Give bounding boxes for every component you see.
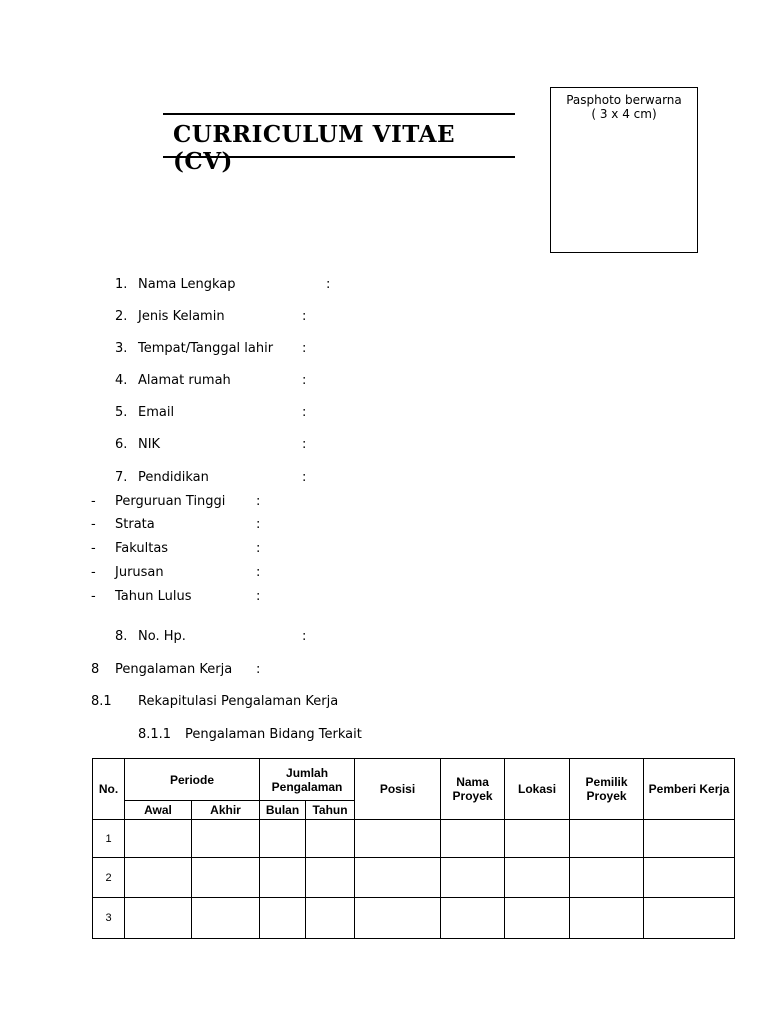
- cell-awal[interactable]: [125, 820, 192, 858]
- section-number: 8: [91, 662, 100, 677]
- title-block: [163, 113, 515, 175]
- field-label: Tempat/Tanggal lahir: [138, 341, 274, 356]
- field-colon: :: [302, 309, 307, 324]
- field-number: 1.: [115, 277, 128, 292]
- field-number: 8.: [115, 629, 128, 644]
- edu-label: Fakultas: [115, 541, 169, 556]
- edu-label: Strata: [115, 517, 155, 532]
- cell-bulan[interactable]: [260, 898, 306, 939]
- header-posisi: Posisi: [355, 759, 441, 820]
- cell-nama-proyek[interactable]: [441, 898, 505, 939]
- header-periode: Periode: [125, 759, 260, 801]
- field-label: NIK: [138, 437, 161, 452]
- photo-caption-line1: Pasphoto berwarna: [566, 93, 682, 107]
- row-number: 1: [93, 820, 125, 858]
- field-colon: :: [302, 341, 307, 356]
- section-number: 8.1: [91, 694, 112, 709]
- experience-table: [92, 758, 735, 939]
- field-number: 6.: [115, 437, 128, 452]
- field-number: 5.: [115, 405, 128, 420]
- field-colon: :: [302, 629, 307, 644]
- edu-bullet: -: [91, 494, 96, 509]
- page-title: CURRICULUM VITAE (CV): [173, 121, 455, 175]
- field-number: 4.: [115, 373, 128, 388]
- edu-colon: :: [256, 517, 261, 532]
- cell-akhir[interactable]: [192, 898, 260, 939]
- cell-bulan[interactable]: [260, 820, 306, 858]
- header-jumlah-pengalaman: Jumlah Pengalaman: [260, 759, 355, 801]
- field-label: Email: [138, 405, 175, 420]
- header-pemberi-kerja: Pemberi Kerja: [644, 759, 735, 820]
- field-label: Jenis Kelamin: [138, 309, 225, 324]
- table-row: [93, 820, 735, 858]
- cell-pemberi-kerja[interactable]: [644, 898, 735, 939]
- header-lokasi: Lokasi: [505, 759, 570, 820]
- edu-bullet: -: [91, 565, 96, 580]
- table-header-row: [93, 759, 735, 801]
- edu-colon: :: [256, 565, 261, 580]
- cell-pemberi-kerja[interactable]: [644, 858, 735, 898]
- header-akhir: Akhir: [192, 801, 260, 820]
- cell-posisi[interactable]: [355, 820, 441, 858]
- header-no: No.: [93, 759, 125, 820]
- cell-pemilik-proyek[interactable]: [570, 820, 644, 858]
- table-row: [93, 858, 735, 898]
- cell-pemilik-proyek[interactable]: [570, 898, 644, 939]
- cell-pemilik-proyek[interactable]: [570, 858, 644, 898]
- section-colon: :: [256, 662, 261, 677]
- edu-bullet: -: [91, 517, 96, 532]
- field-number: 7.: [115, 470, 128, 485]
- field-label: Nama Lengkap: [138, 277, 236, 292]
- row-number: 2: [93, 858, 125, 898]
- field-number: 2.: [115, 309, 128, 324]
- section-number: 8.1.1: [138, 727, 172, 742]
- photo-caption-line2: ( 3 x 4 cm): [591, 107, 657, 121]
- photo-placeholder: [550, 87, 698, 253]
- edu-colon: :: [256, 541, 261, 556]
- field-colon: :: [302, 373, 307, 388]
- cell-lokasi[interactable]: [505, 858, 570, 898]
- edu-colon: :: [256, 494, 261, 509]
- header-awal: Awal: [125, 801, 192, 820]
- cell-nama-proyek[interactable]: [441, 820, 505, 858]
- field-colon: :: [326, 277, 331, 292]
- field-colon: :: [302, 437, 307, 452]
- section-label: Rekapitulasi Pengalaman Kerja: [138, 694, 339, 709]
- cell-posisi[interactable]: [355, 858, 441, 898]
- cell-akhir[interactable]: [192, 858, 260, 898]
- row-number: 3: [93, 898, 125, 939]
- cell-tahun[interactable]: [306, 858, 355, 898]
- cell-akhir[interactable]: [192, 820, 260, 858]
- edu-bullet: -: [91, 541, 96, 556]
- header-nama-proyek: Nama Proyek: [441, 759, 505, 820]
- field-label: Alamat rumah: [138, 373, 231, 388]
- header-pemilik-proyek: Pemilik Proyek: [570, 759, 644, 820]
- cell-bulan[interactable]: [260, 858, 306, 898]
- cell-pemberi-kerja[interactable]: [644, 820, 735, 858]
- edu-label: Tahun Lulus: [115, 589, 192, 604]
- cell-lokasi[interactable]: [505, 820, 570, 858]
- edu-label: Perguruan Tinggi: [115, 494, 226, 509]
- edu-bullet: -: [91, 589, 96, 604]
- header-bulan: Bulan: [260, 801, 306, 820]
- section-label: Pengalaman Bidang Terkait: [185, 727, 362, 742]
- edu-colon: :: [256, 589, 261, 604]
- field-colon: :: [302, 470, 307, 485]
- field-label: Pendidikan: [138, 470, 209, 485]
- cell-lokasi[interactable]: [505, 898, 570, 939]
- cell-tahun[interactable]: [306, 820, 355, 858]
- cell-awal[interactable]: [125, 858, 192, 898]
- header-tahun: Tahun: [306, 801, 355, 820]
- field-label: No. Hp.: [138, 629, 186, 644]
- cell-nama-proyek[interactable]: [441, 858, 505, 898]
- cell-posisi[interactable]: [355, 898, 441, 939]
- field-colon: :: [302, 405, 307, 420]
- edu-label: Jurusan: [115, 565, 164, 580]
- field-number: 3.: [115, 341, 128, 356]
- cell-tahun[interactable]: [306, 898, 355, 939]
- cell-awal[interactable]: [125, 898, 192, 939]
- section-label: Pengalaman Kerja: [115, 662, 233, 677]
- table-row: [93, 898, 735, 939]
